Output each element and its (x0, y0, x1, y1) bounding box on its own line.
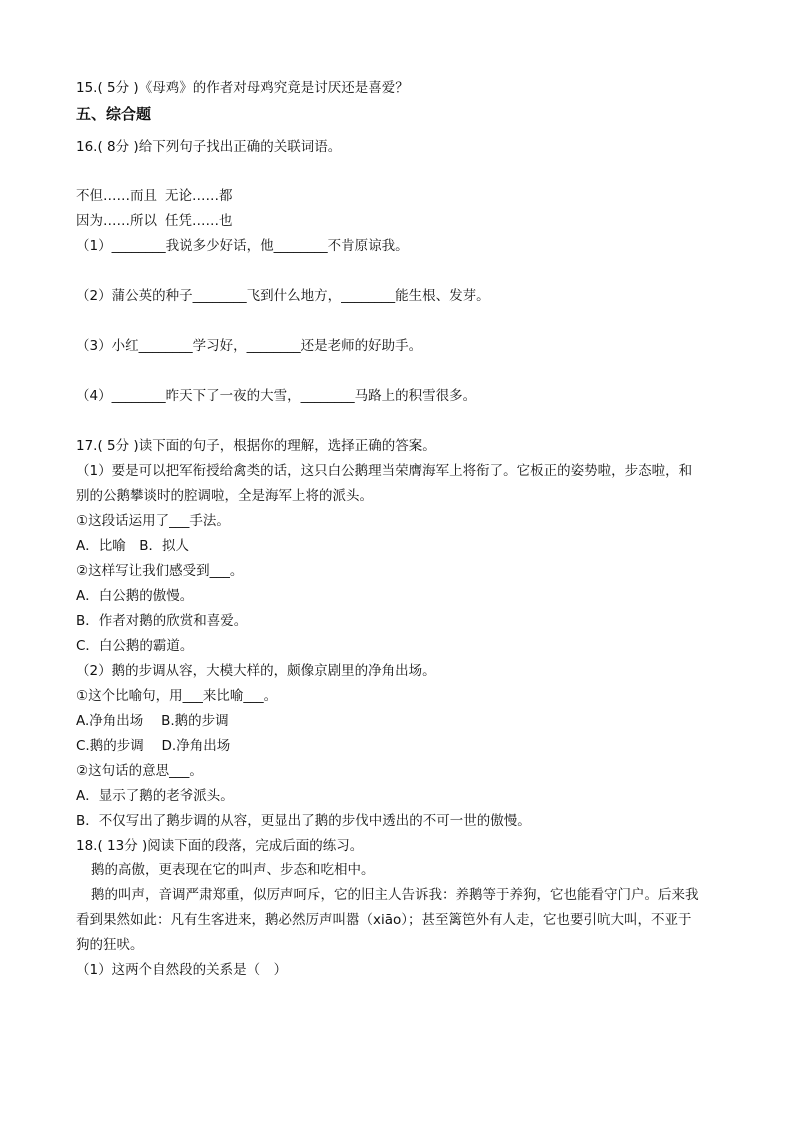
q17-line-text: B．作者对鹅的欣赏和喜爱。 (76, 613, 248, 629)
q16-options-row-1 (76, 187, 233, 205)
q18-number: 18. (76, 838, 98, 854)
q15-line (76, 79, 409, 97)
q17-line-text: C.鹅的步调 D.净角出场 (76, 738, 231, 754)
q15-number: 15. (76, 80, 98, 96)
q16-item: （1）________我说多少好话，他________不肯原谅我。 (76, 238, 409, 254)
q16-item: （4）________昨天下了一夜的大雪，________马路上的积雪很多。 (76, 388, 477, 404)
q17-line-text: 别的公鹅攀谈时的腔调啦，全是海军上将的派头。 (76, 488, 373, 504)
q15-score: ( 5分 ) (97, 80, 139, 96)
q18-paragraph-line: 狗的狂吠。 (76, 937, 144, 953)
q17-text: 读下面的句子，根据你的理解，选择正确的答案。 (138, 438, 436, 454)
q18-line (76, 837, 363, 855)
section-5-title: 五、综合题 (76, 105, 152, 123)
q18-paragraph-line: 鹅的叫声，音调严肃郑重，似厉声呵斥，它的旧主人告诉我：养鹅等于养狗，它也能看守门户。后来我 (91, 887, 699, 903)
q16-item: （2）蒲公英的种子________飞到什么地方，________能生根、发芽。 (76, 288, 490, 304)
q17-line (76, 437, 436, 455)
q17-line-text: ①这个比喻句，用___来比喻___。 (76, 688, 278, 704)
q18-paragraph-line: （1）这两个自然段的关系是（ ） (76, 962, 288, 978)
q18-score: ( 13分 ) (97, 838, 148, 854)
q16-text: 给下列句子找出正确的关联词语。 (138, 139, 342, 155)
q18-paragraph-line: 看到果然如此：凡有生客进来，鹅必然厉声叫嚣（xiāo）；甚至篱笆外有人走，它也要引吭大叫，不亚于 (76, 912, 692, 928)
q18-text: 阅读下面的段落，完成后面的练习。 (147, 838, 364, 854)
q17-line-text: A.净角出场 B.鹅的步调 (76, 713, 229, 729)
q17-line-text: ①这段话运用了___手法。 (76, 513, 230, 529)
q17-line-text: B．不仅写出了鹅步调的从容，更显出了鹅的步伐中透出的不可一世的傲慢。 (76, 813, 531, 829)
q17-number: 17. (76, 438, 98, 454)
q17-line-text: ②这句话的意思___。 (76, 763, 203, 779)
q17-line-text: C．白公鹅的霸道。 (76, 638, 194, 654)
q16-option: 不但……而且 (76, 188, 157, 204)
q16-option: 无论……都 (165, 188, 233, 204)
q16-line (76, 138, 341, 156)
q16-number: 16. (76, 139, 98, 155)
q15-text: 《母鸡》的作者对母鸡究竟是讨厌还是喜爱？ (138, 80, 409, 96)
q17-score: ( 5分 ) (97, 438, 139, 454)
q18-paragraph-line: 鹅的高傲，更表现在它的叫声、步态和吃相中。 (91, 862, 375, 878)
q16-options-row-2 (76, 212, 233, 230)
q17-line-text: A．显示了鹅的老爷派头。 (76, 788, 234, 804)
q17-line-text: A．比喻 B．拟人 (76, 538, 189, 554)
q16-item: （3）小红________学习好，________还是老师的好助手。 (76, 338, 423, 354)
q17-line-text: ②这样写让我们感受到___。 (76, 563, 244, 579)
q17-line-text: （1）要是可以把军衔授给禽类的话，这只白公鹅理当荣膺海军上将衔了。它板正的姿势啦，步态啦，和 (76, 463, 693, 479)
q16-score: ( 8分 ) (97, 139, 139, 155)
q17-line-text: A．白公鹅的傲慢。 (76, 588, 194, 604)
q16-option: 因为……所以 (76, 213, 157, 229)
q17-line-text: （2）鹅的步调从容，大模大样的，颇像京剧里的净角出场。 (76, 663, 436, 679)
q16-option: 任凭……也 (165, 213, 233, 229)
